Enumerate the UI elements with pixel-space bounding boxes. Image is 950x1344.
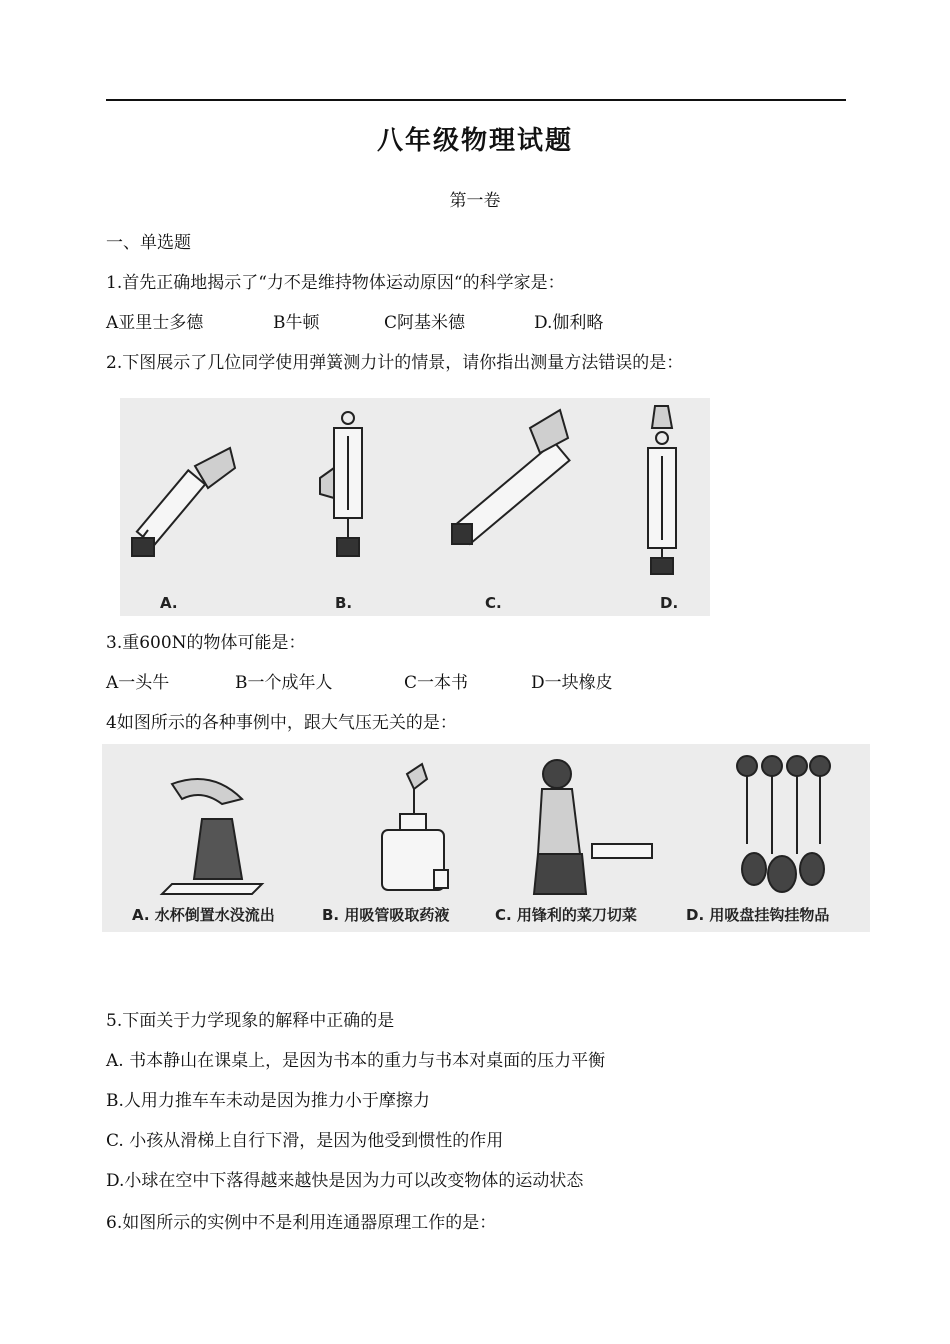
fig4-label-d: D. 用吸盘挂钩挂物品 — [686, 906, 830, 924]
section-heading: 一、单选题 — [106, 233, 191, 253]
fig4-label-b: B. 用吸管吸取药液 — [322, 906, 450, 924]
dropper-bottle-image — [382, 764, 448, 890]
q1-option-c: C阿基米德 — [384, 313, 466, 333]
q1-stem: 1.首先正确地揭示了“力不是维持物体运动原因“的科学家是： — [106, 273, 565, 293]
volume-label: 第一卷 — [449, 191, 501, 211]
scale-b — [320, 412, 362, 556]
q6-stem: 6.如图所示的实例中不是利用连通器原理工作的是： — [106, 1213, 497, 1233]
q3-option-d: D一块橡皮 — [531, 673, 613, 693]
scale-d — [648, 406, 676, 574]
spring-scale-illustration — [120, 398, 710, 616]
q5-option-b: B.人用力推车车未动是因为推力小于摩擦力 — [106, 1091, 430, 1111]
q5-option-a: A. 书本静山在课桌上，是因为书本的重力与书本对桌面的压力平衡 — [106, 1051, 606, 1071]
q1-option-d: D.伽利略 — [534, 313, 604, 333]
fig2-label-a: A. — [160, 594, 178, 612]
header-rule — [106, 99, 846, 101]
q1-option-a: A亚里士多德 — [106, 313, 204, 333]
q3-option-a: A一头牛 — [106, 673, 170, 693]
cup-image — [162, 779, 262, 894]
q2-stem: 2.下图展示了几位同学使用弹簧测力计的情景，请你指出测量方法错误的是： — [106, 353, 684, 373]
fig2-label-d: D. — [660, 594, 679, 612]
fig4-label-a: A. 水杯倒置水没流出 — [132, 906, 275, 924]
q5-option-c: C. 小孩从滑梯上自行下滑，是因为他受到惯性的作用 — [106, 1131, 504, 1151]
spring-scale-figure — [120, 398, 710, 616]
fig2-label-b: B. — [335, 594, 353, 612]
q4-stem: 4如图所示的各种事例中，跟大气压无关的是： — [106, 713, 457, 733]
q5-stem: 5.下面关于力学现象的解释中正确的是 — [106, 1011, 395, 1031]
fig4-label-c: C. 用锋利的菜刀切菜 — [495, 906, 637, 924]
suction-hooks-image — [737, 756, 830, 892]
atmospheric-pressure-figure — [102, 744, 870, 932]
q3-stem: 3.重600N的物体可能是： — [106, 633, 306, 653]
fig2-label-c: C. — [485, 594, 502, 612]
q3-option-b: B一个成年人 — [235, 673, 333, 693]
q1-option-b: B牛顿 — [273, 313, 320, 333]
q5-option-d: D.小球在空中下落得越来越快是因为力可以改变物体的运动状态 — [106, 1171, 584, 1191]
scale-a — [132, 448, 235, 556]
q3-option-c: C一本书 — [404, 673, 469, 693]
cutting-image — [534, 760, 652, 894]
page-title: 八年级物理试题 — [376, 126, 573, 156]
scale-c — [452, 410, 570, 544]
